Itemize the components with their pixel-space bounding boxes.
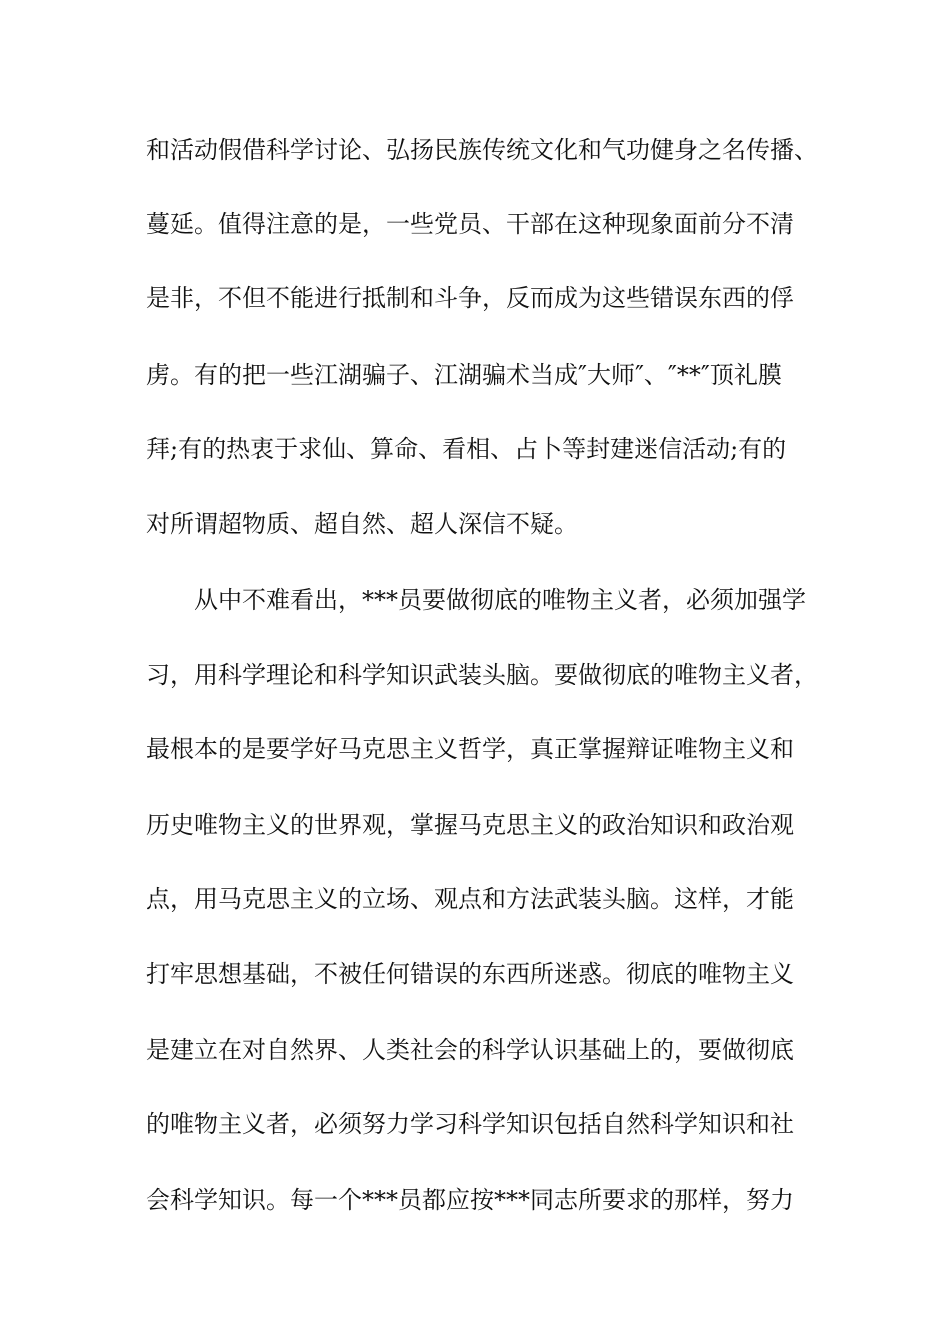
text-line: 习，用科学理论和科学知识武装头脑。要做彻底的唯物主义者， <box>146 661 818 689</box>
text-line: 拜;有的热衷于求仙、算命、看相、占卜等封建迷信活动;有的 <box>146 435 787 463</box>
paragraph-first-line: 从中不难看出，***员要做彻底的唯物主义者，必须加强学 <box>194 586 806 614</box>
text-line: 虏。有的把一些江湖骗子、江湖骗术当成″大师″、″**″顶礼膜 <box>146 361 782 389</box>
text-line: 打牢思想基础，不被任何错误的东西所迷惑。彻底的唯物主义 <box>146 960 794 988</box>
text-line: 和活动假借科学讨论、弘扬民族传统文化和气功健身之名传播、 <box>146 136 818 164</box>
text-line: 会科学知识。每一个***员都应按***同志所要求的那样，努力 <box>146 1186 794 1214</box>
text-line: 点，用马克思主义的立场、观点和方法武装头脑。这样，才能 <box>146 885 794 913</box>
text-line: 是建立在对自然界、人类社会的科学认识基础上的，要做彻底 <box>146 1036 794 1064</box>
text-line: 蔓延。值得注意的是，一些党员、干部在这种现象面前分不清 <box>146 210 794 238</box>
text-line: 的唯物主义者，必须努力学习科学知识包括自然科学知识和社 <box>146 1110 794 1138</box>
text-line: 是非，不但不能进行抵制和斗争，反而成为这些错误东西的俘 <box>146 284 794 312</box>
text-line: 最根本的是要学好马克思主义哲学，真正掌握辩证唯物主义和 <box>146 735 794 763</box>
text-line: 对所谓超物质、超自然、超人深信不疑。 <box>146 510 578 538</box>
text-line: 历史唯物主义的世界观，掌握马克思主义的政治知识和政治观 <box>146 811 794 839</box>
